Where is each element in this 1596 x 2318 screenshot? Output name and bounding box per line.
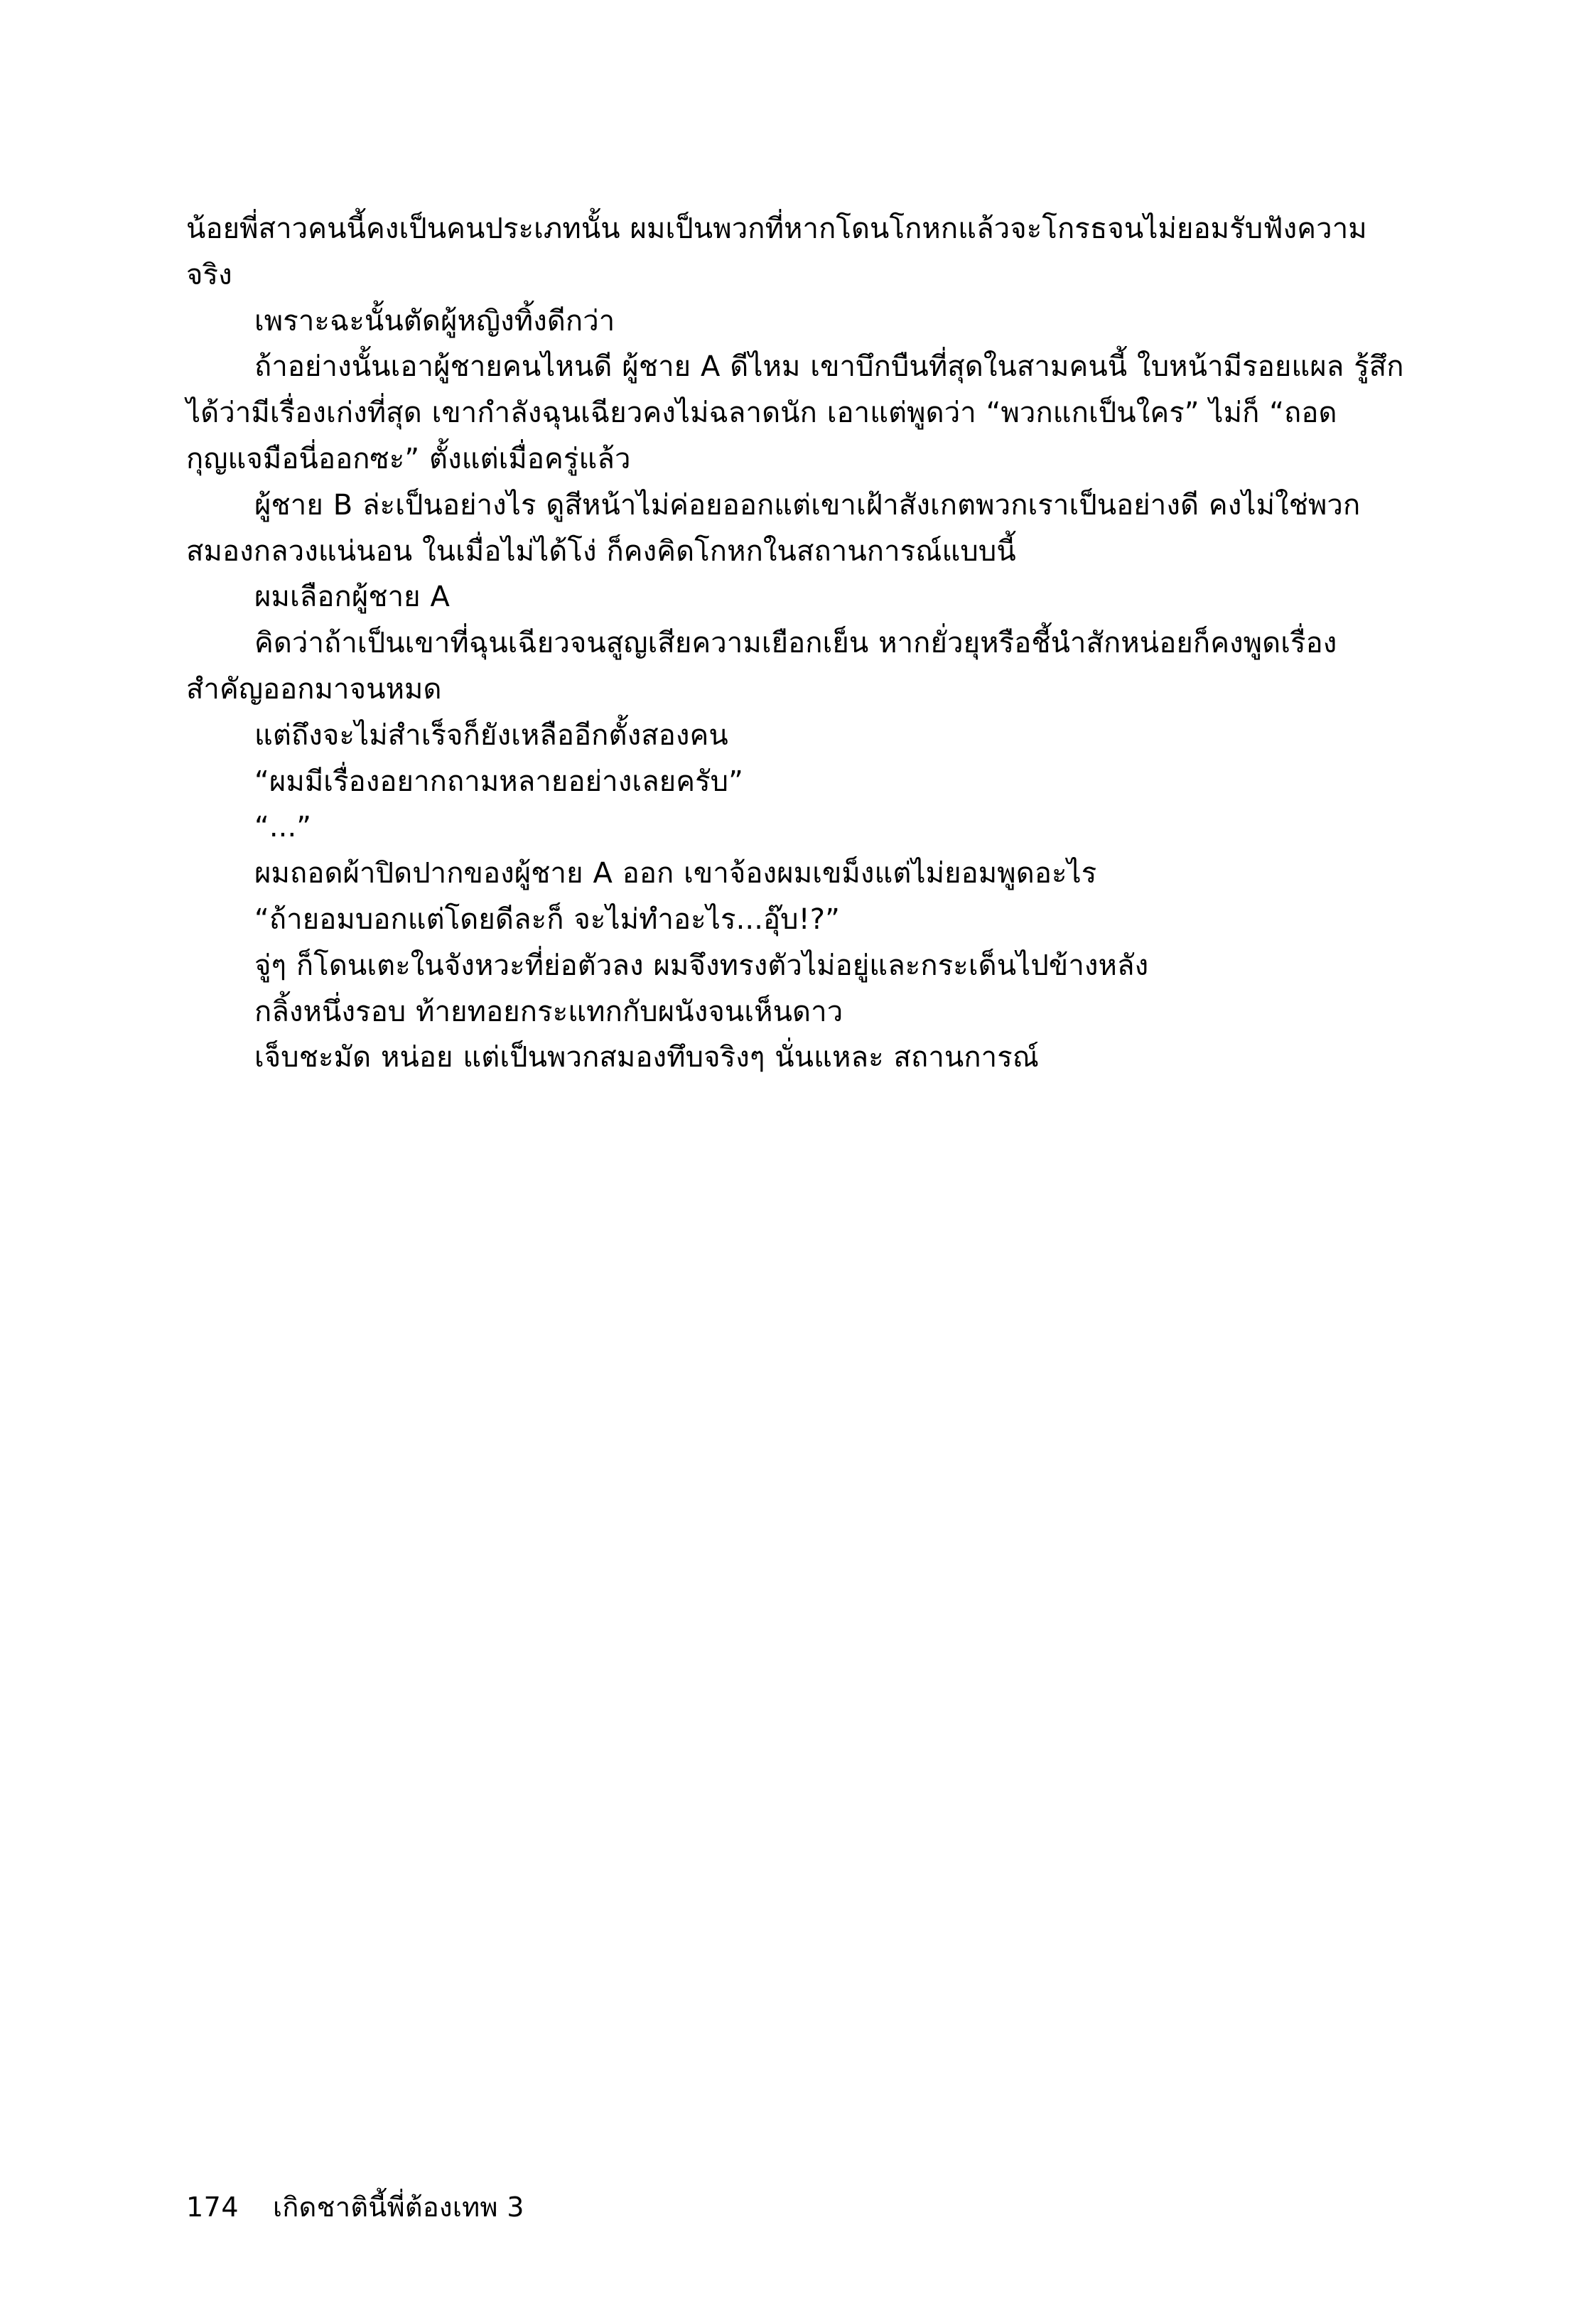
running-head: เกิดชาตินี้พี่ต้องเทพ 3 — [273, 2192, 524, 2223]
paragraph: ผมถอดผ้าปิดปากของผู้ชาย A ออก เขาจ้องผมเขม็งแต่ไม่ยอมพูดอะไร — [254, 857, 1097, 890]
paragraph: ผู้ชาย B ล่ะเป็นอย่างไร ดูสีหน้าไม่ค่อยออกแต่เขาเฝ้าสังเกตพวกเราเป็นอย่างดี คงไม่ใช่พวกสมองกลวงแน่นอน ในเมื่อไม่ได้โง่ ก็คงคิดโกหกในสถานการณ์แบบนี้ — [186, 488, 1361, 568]
body-text — [186, 206, 1408, 1081]
paragraph: “ถ้ายอมบอกแต่โดยดีละก็ จะไม่ทำอะไร...อุ๊บ!?” — [254, 902, 840, 936]
paragraph: ถ้าอย่างนั้นเอาผู้ชายคนไหนดี ผู้ชาย A ดีไหม เขาบึกบืนที่สุดในสามคนนี้ ใบหน้ามีรอยแผล รู้สึกได้ว่ามีเรื่องเก่งที่สุด เขากำลังฉุนเฉียวคงไม่ฉลาดนัก เอาแต่พูดว่า “พวกแกเป็นใคร” ไม่ก็ “ถอดกุญแจมือนี่ออกซะ” ตั้งแต่เมื่อครู่แล้ว — [186, 350, 1404, 475]
paragraph: เพราะฉะนั้นตัดผู้หญิงทิ้งดีกว่า — [254, 304, 615, 338]
paragraph: “ผมมีเรื่องอยากถามหลายอย่างเลยครับ” — [254, 765, 743, 798]
page-footer — [186, 2185, 1408, 2228]
paragraph: กลิ้งหนึ่งรอบ ท้ายทอยกระแทกกับผนังจนเห็นดาว — [254, 995, 843, 1028]
paragraph: ผมเลือกผู้ชาย A — [254, 581, 450, 614]
paragraph: แต่ถึงจะไม่สำเร็จก็ยังเหลืออีกตั้งสองคน — [254, 718, 728, 752]
paragraph: “...” — [254, 811, 312, 844]
paragraph: น้อยพี่สาวคนนี้คงเป็นคนประเภทนั้น ผมเป็นพวกที่หากโดนโกหกแล้วจะโกรธจนไม่ยอมรับฟังความจริง — [186, 212, 1367, 291]
paragraph: เจ็บชะมัด หน่อย แต่เป็นพวกสมองทึบจริงๆ นั่นแหละ สถานการณ์ — [254, 1041, 1039, 1074]
page-number: 174 — [186, 2192, 239, 2223]
paragraph: จู่ๆ ก็โดนเตะในจังหวะที่ย่อตัวลง ผมจึงทรงตัวไม่อยู่และกระเด็นไปข้างหลัง — [254, 949, 1149, 982]
paragraph: คิดว่าถ้าเป็นเขาที่ฉุนเฉียวจนสูญเสียความเยือกเย็น หากยั่วยุหรือชี้นำสักหน่อยก็คงพูดเรื่องสำคัญออกมาจนหมด — [186, 627, 1337, 706]
